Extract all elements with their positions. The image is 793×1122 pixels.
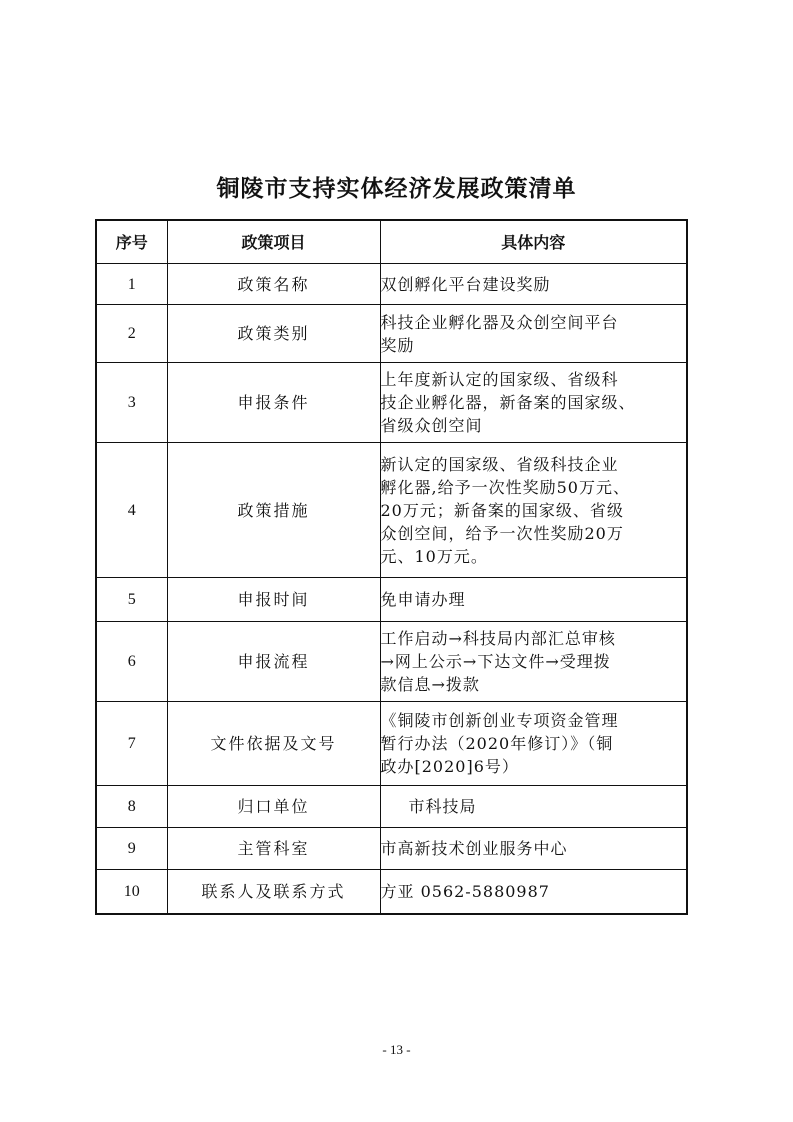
row-item: 申报流程 xyxy=(167,622,380,702)
row-item: 归口单位 xyxy=(167,786,380,828)
row-item: 主管科室 xyxy=(167,828,380,870)
table-row xyxy=(96,786,687,828)
row-number: 5 xyxy=(96,578,167,622)
row-number: 2 xyxy=(96,305,167,363)
row-item: 政策类别 xyxy=(167,305,380,363)
row-number: 4 xyxy=(96,443,167,578)
table-row xyxy=(96,870,687,914)
header-seq: 序号 xyxy=(96,220,167,264)
row-number: 3 xyxy=(96,363,167,443)
table-row xyxy=(96,363,687,443)
table-row xyxy=(96,578,687,622)
row-item: 政策名称 xyxy=(167,264,380,305)
row-content: 双创孵化平台建设奖励 xyxy=(380,264,687,305)
row-item: 文件依据及文号 xyxy=(167,702,380,786)
row-content: 市科技局 xyxy=(380,786,687,828)
row-item: 联系人及联系方式 xyxy=(167,870,380,914)
row-content: 方亚 0562-5880987 xyxy=(380,870,687,914)
row-content: 免申请办理 xyxy=(380,578,687,622)
page-number: - 13 - xyxy=(382,1042,411,1057)
row-content: 科技企业孵化器及众创空间平台 奖励 xyxy=(380,305,687,363)
table-row xyxy=(96,443,687,578)
row-number: 10 xyxy=(96,870,167,914)
row-number: 1 xyxy=(96,264,167,305)
row-content: 上年度新认定的国家级、省级科 技企业孵化器，新备案的国家级、 省级众创空间 xyxy=(380,363,687,443)
row-number: 9 xyxy=(96,828,167,870)
table-row xyxy=(96,264,687,305)
row-item: 申报时间 xyxy=(167,578,380,622)
row-content: 工作启动→科技局内部汇总审核 →网上公示→下达文件→受理拨 款信息→拨款 xyxy=(380,622,687,702)
row-content: 新认定的国家级、省级科技企业 孵化器,给予一次性奖励50万元、 20万元；新备案的国家级、省级 众创空间，给予一次性奖励20万 元、10万元。 xyxy=(380,443,687,578)
table-row xyxy=(96,622,687,702)
page-title: 铜陵市支持实体经济发展政策清单 xyxy=(216,176,577,202)
table-row xyxy=(96,305,687,363)
table-row xyxy=(96,702,687,786)
row-number: 8 xyxy=(96,786,167,828)
row-content: 《铜陵市创新创业专项资金管理 暂行办法（2020年修订）》（铜 政办[2020]6号） xyxy=(380,702,687,786)
row-content: 市高新技术创业服务中心 xyxy=(380,828,687,870)
header-content: 具体内容 xyxy=(380,220,687,264)
header-item: 政策项目 xyxy=(167,220,380,264)
row-number: 6 xyxy=(96,622,167,702)
row-item: 申报条件 xyxy=(167,363,380,443)
table-row xyxy=(96,828,687,870)
table-header-row xyxy=(96,220,687,264)
policy-table xyxy=(95,219,688,915)
row-number: 7 xyxy=(96,702,167,786)
row-item: 政策措施 xyxy=(167,443,380,578)
